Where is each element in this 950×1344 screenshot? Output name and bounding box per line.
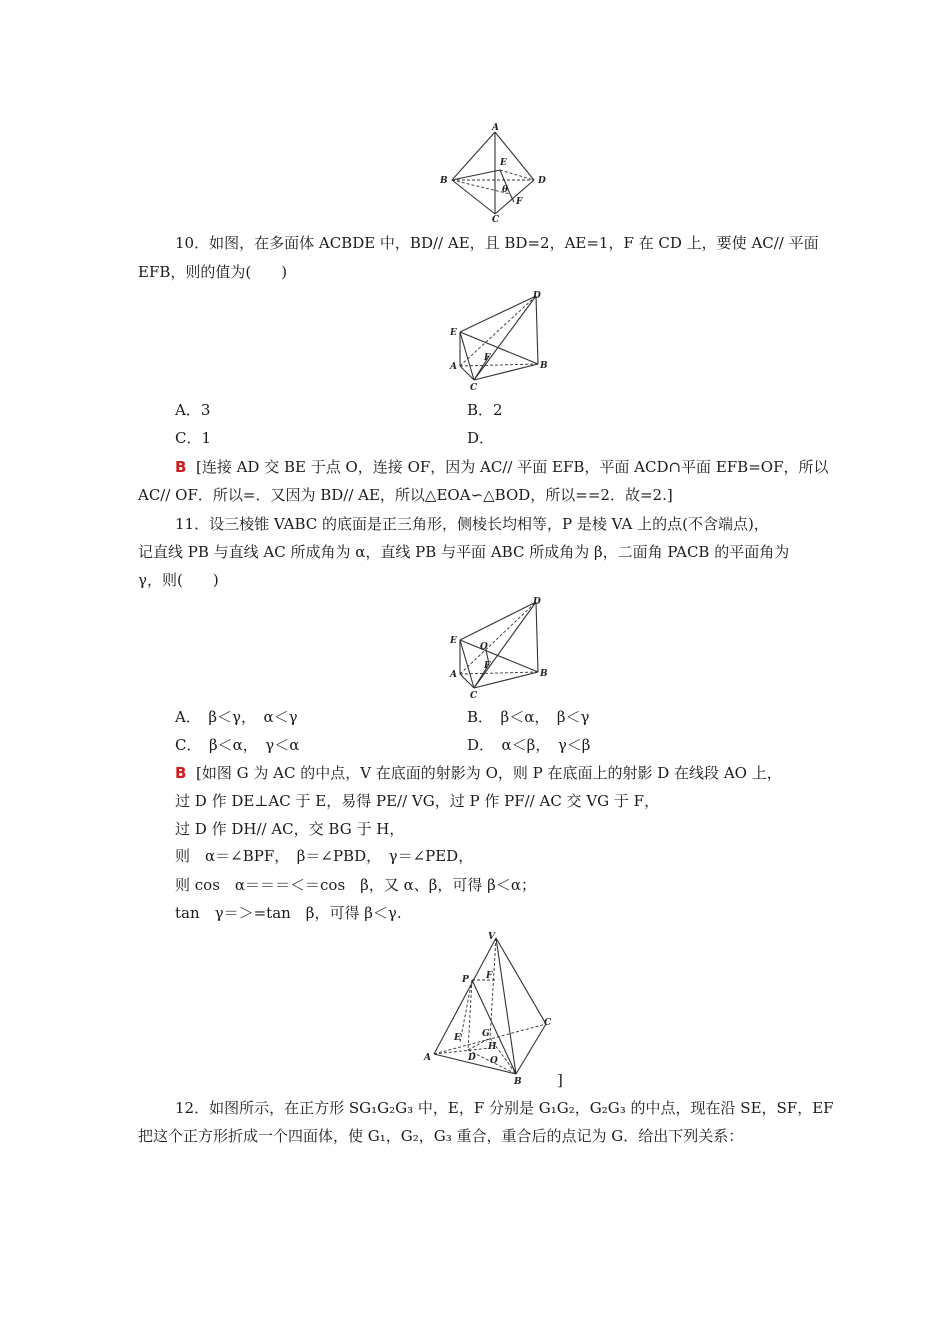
q11-solution-line-6: tan γ＝＞=tan β，可得 β＜γ. [175,904,402,922]
q11-option-B: B． β＜α， β＜γ [467,708,590,726]
fig11-label-F: F [484,661,491,671]
q10-line-2: EFB，则的值为( ) [138,263,288,281]
q10-line-1: 10．如图，在多面体 ACBDE 中，BD// AE，且 BD=2，AE=1，F 在 CD 上，要使 AC// 平面 [175,234,819,252]
figure-q10-polyhedron [444,288,554,392]
q10-option-A: A．3 [175,401,211,419]
q11-line-1: 11．设三棱锥 VABC 的底面是正三角形，侧棱长均相等，P 是棱 VA 上的点(不含端点)， [175,515,769,533]
q11-line-2: 记直线 PB 与直线 AC 所成角为 α，直线 PB 与平面 ABC 所成角为 β，二面角 PACB 的平面角为 [138,543,790,561]
fig11b-label-P: P [462,975,469,985]
fig1-label-C: C [492,215,500,224]
fig11-label-B: B [540,669,548,679]
q11-solution-line-1 [175,763,782,783]
q10-option-B: B．2 [467,401,503,419]
fig1-label-E: E [500,158,507,168]
q10-solution-line-1 [175,457,828,477]
fig10-label-D: D [533,291,541,301]
fig11b-label-O: O [490,1056,498,1066]
fig10-label-A: A [450,362,457,372]
q11-option-D: D． α＜β， γ＜β [467,736,591,754]
q10-answer: B [175,458,187,476]
fig11b-label-C: C [544,1018,552,1028]
fig10-label-C: C [470,383,478,392]
fig11-label-A: A [450,670,457,680]
fig1-label-A: A [492,123,499,133]
q11-answer: B [175,764,187,782]
q11-solution-line-3: 过 D 作 DH// AC，交 BG 于 H， [175,820,405,838]
figure-q11-polyhedron [444,592,554,702]
fig11b-label-B: B [514,1077,522,1087]
fig1-label-theta: θ [502,185,509,195]
fig11-label-O: O [480,642,488,652]
q10-option-C: C．1 [175,429,212,447]
fig11-label-C: C [470,691,478,701]
figure-q11-solution-pyramid [420,928,560,1088]
q11-solution-close-bracket: ] [557,1071,563,1089]
fig10-label-F: F [484,353,491,363]
q10-solution-text-1: [连接 AD 交 BE 于点 O，连接 OF，因为 AC// 平面 EFB，平面 ACD∩平面 EFB=OF，所以 [195,458,829,476]
fig11b-label-D: D [468,1053,476,1063]
fig11b-label-A: A [424,1053,431,1063]
fig11b-label-E: E [454,1033,461,1043]
q11-solution-line-5: 则 cos α＝＝＝＜＝cos β，又 α、β，可得 β＜α； [175,876,536,894]
q12-line-2: 把这个正方形折成一个四面体，使 G₁，G₂，G₃ 重合，重合后的点记为 G．给出下列关系： [138,1127,744,1145]
fig10-label-B: B [540,361,548,371]
fig1-label-B: B [440,176,448,186]
fig11b-label-G: G [482,1029,490,1039]
q12-line-1: 12．如图所示，在正方形 SG₁G₂G₃ 中，E，F 分别是 G₁G₂，G₂G₃ 的中点，现在沿 SE，SF，EF [175,1099,834,1117]
q10-solution-line-2: AC// OF．所以=．又因为 BD// AE，所以△EOA∽△BOD，所以==2．故=2.] [138,486,673,504]
q11-solution-line-2: 过 D 作 DE⊥AC 于 E，易得 PE// VG，过 P 作 PF// AC 交 VG 于 F， [175,792,660,810]
q11-solution-line-4: 则 α＝∠BPF， β＝∠PBD， γ＝∠PED， [175,847,474,865]
fig11b-label-F: F [486,971,493,981]
fig11b-label-V: V [488,932,495,942]
q11-option-A: A． β＜γ， α＜γ [175,708,298,726]
fig11-label-E: E [450,636,457,646]
fig11b-label-H: H [488,1042,497,1052]
q11-line-3: γ，则( ) [138,571,219,589]
fig10-label-E: E [450,328,457,338]
figure-q9-polyhedron [434,122,554,224]
fig1-label-F: F [516,197,523,207]
q10-option-D: D． [467,429,495,447]
fig1-label-D: D [538,176,546,186]
fig11-label-D: D [533,597,541,607]
q11-option-C: C． β＜α， γ＜α [175,736,300,754]
q11-solution-text-1: [如图 G 为 AC 的中点，V 在底面的射影为 O，则 P 在底面上的射影 D 在线段 AO 上， [195,764,782,782]
